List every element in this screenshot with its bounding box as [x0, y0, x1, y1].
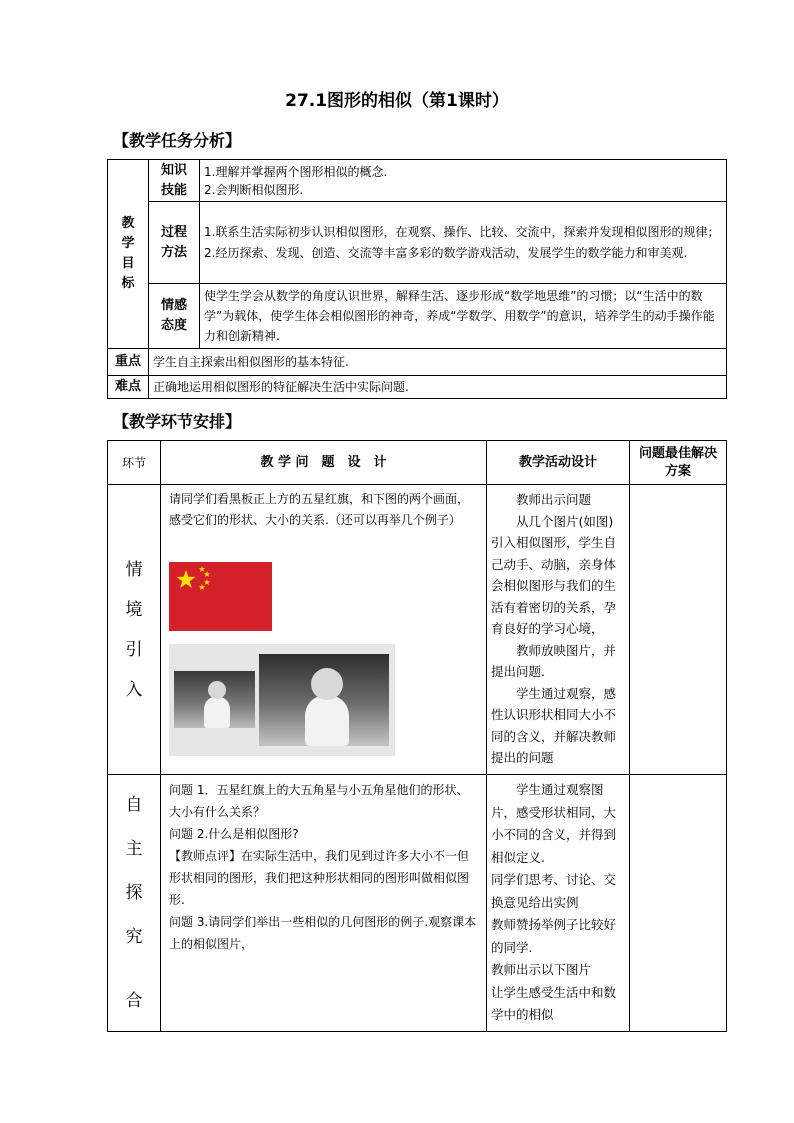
- flag-stars: [169, 562, 272, 631]
- similar-photos-image: [169, 644, 395, 756]
- small-star-4: [199, 584, 205, 590]
- section-heading-task-analysis: 【教学任务分析】: [113, 131, 242, 150]
- section-heading-plan: 【教学环节安排】: [113, 412, 242, 431]
- small-star-3: [204, 579, 210, 585]
- activity-situation: 教师出示问题 从几个图片(如图)引入相似图形，学生自己动手、动脑，亲身体会相似图形与我们的生活有着密切的关系，孕育良好的学习心境， 教师放映图片，并提出问题. 学生通过观察，感性认识形状相同大小不同的含义，并解决教师提出的问题: [487, 485, 630, 775]
- small-star-2: [204, 571, 210, 577]
- stage-situation: 情 境 引 入: [108, 485, 161, 775]
- header-activity: 教学活动设计: [487, 441, 630, 485]
- small-photo: [174, 671, 255, 728]
- page-title: 27.1图形的相似（第1课时）: [285, 91, 509, 111]
- emotion-content: 使学生学会从数学的角度认识世界，解释生活、逐步形成“数学地思维”的习惯；以“生活中的数学”为载体，使学生体会相似图形的神奇，养成“学数学、用数学”的意识，培养学生的动手操作能力和创新精神.: [200, 284, 727, 349]
- activity-explore: 学生通过观察图片，感受形状相同，大小不同的含义，并得到相似定义. 同学们思考、讨论、交换意见给出实例 教师赞扬举例子比较好的同学. 教师出示以下图片 让学生感受生活中和数学中的相似: [487, 775, 630, 1032]
- process-label: 过程方法: [149, 202, 200, 284]
- solution-situation: [630, 485, 727, 775]
- design-explore: 问题 1．五星红旗上的大五角星与小五角星他们的形状、大小有什么关系？ 问题 2.什么是相似图形? 【教师点评】在实际生活中，我们见到过许多大小不一但形状相同的图形，我们把这种形状相同的图形叫做相似图形. 问题 3.请同学们举出一些相似的几何图形的例子.观察课本上的相似图片，: [161, 775, 487, 1032]
- big-star: [177, 570, 196, 588]
- design-situation: 请同学们看黑板正上方的五星红旗，和下图的两个画面，感受它们的形状、大小的关系.（还可以再举几个例子）: [161, 485, 487, 775]
- child-figure: [305, 696, 349, 746]
- knowledge-content: 1.理解并掌握两个图形相似的概念. 2.会判断相似图形.: [200, 160, 727, 202]
- large-photo: [259, 654, 389, 746]
- header-solution: 问题最佳解决方案: [630, 441, 727, 485]
- small-star-1: [199, 566, 205, 572]
- difficult-label: 难点: [108, 376, 149, 399]
- stage-explore: 自 主 探 究 合: [108, 775, 161, 1032]
- header-design: 教 学 问 题 设 计: [161, 441, 487, 485]
- china-flag-image: [169, 562, 272, 631]
- key-label: 重点: [108, 349, 149, 376]
- knowledge-label: 知识技能: [149, 160, 200, 202]
- solution-explore: [630, 775, 727, 1032]
- goals-main-label: 教 学 目 标: [108, 160, 149, 349]
- goals-table: [107, 159, 727, 399]
- child-face: [311, 668, 343, 700]
- emotion-label: 情感态度: [149, 284, 200, 349]
- difficult-content: 正确地运用相似图形的特征解决生活中实际问题.: [149, 376, 727, 399]
- header-stage: 环节: [108, 441, 161, 485]
- key-content: 学生自主探索出相似图形的基本特征.: [149, 349, 727, 376]
- child-figure: [204, 697, 230, 728]
- process-content: 1.联系生活实际初步认识相似图形，在观察、操作、比较、交流中，探索并发现相似图形的规律； 2.经历探索、发现、创造、交流等丰富多彩的数学游戏活动，发展学生的数学能力和审美观.: [200, 202, 727, 284]
- child-face: [208, 681, 226, 699]
